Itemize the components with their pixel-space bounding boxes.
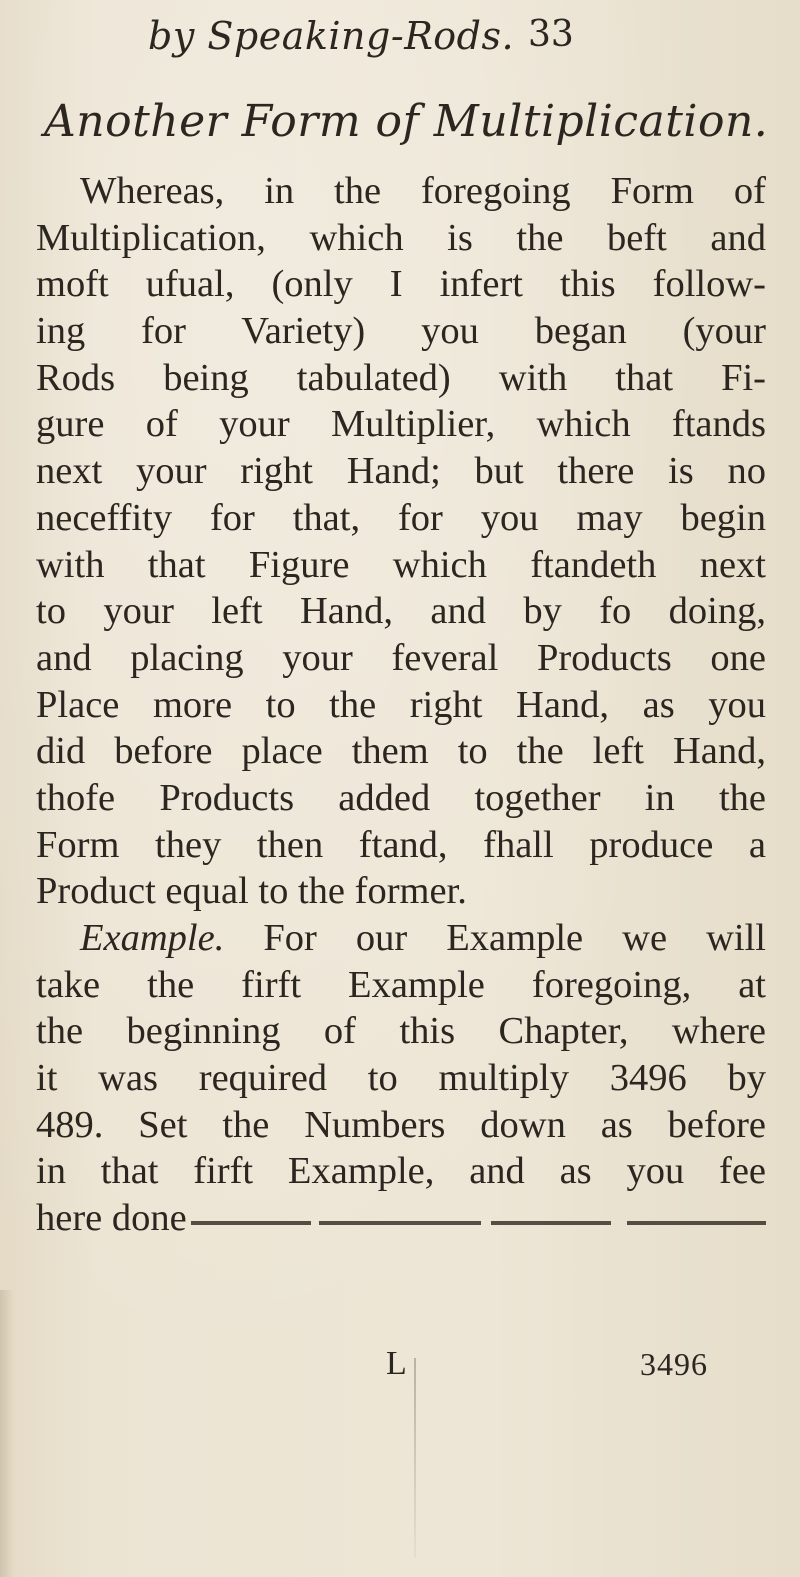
text-line: ing for Variety) you began (your bbox=[36, 310, 766, 353]
text-line: Form they then ftand, fhall produce a bbox=[36, 823, 766, 866]
text-line-last bbox=[36, 1195, 766, 1242]
text-line: the beginning of this Chapter, where bbox=[36, 1010, 766, 1053]
section-heading: Another Form of Multiplication. bbox=[44, 96, 769, 147]
text-line: Rods being tabulated) with that Fi- bbox=[36, 356, 766, 399]
text-line: gure of your Multiplier, which ftands bbox=[36, 403, 766, 446]
text-line: to your left Hand, and by fo doing, bbox=[36, 590, 766, 633]
text-line: take the firft Example foregoing, at bbox=[36, 963, 766, 1006]
text-line: 489. Set the Numbers down as before bbox=[36, 1103, 766, 1146]
text-line: with that Figure which ftandeth next bbox=[36, 543, 766, 586]
text-line: moft ufual, (only I infert this follow- bbox=[36, 263, 766, 306]
body-text bbox=[36, 168, 766, 1242]
text-line: Place more to the right Hand, as you bbox=[36, 683, 766, 726]
page-number: 33 bbox=[528, 14, 574, 55]
running-head bbox=[0, 8, 800, 68]
last-line-text: here done bbox=[36, 1197, 187, 1240]
column-rule bbox=[414, 1358, 416, 1558]
rod-table-label: L bbox=[386, 1345, 407, 1382]
text-line: thofe Products added together in the bbox=[36, 776, 766, 819]
rod-table-number: 3496 bbox=[640, 1346, 708, 1382]
running-title: by Speaking-Rods. bbox=[148, 14, 515, 58]
example-first-line-text: For our Example we will bbox=[263, 917, 766, 959]
page-gutter-shadow bbox=[0, 1290, 14, 1577]
text-line: did before place them to the left Hand, bbox=[36, 730, 766, 773]
dash-rule bbox=[191, 1221, 766, 1225]
example-label: Example. bbox=[80, 917, 225, 959]
text-line: Product equal to the former. bbox=[36, 870, 467, 913]
text-line: Multiplication, which is the beft and bbox=[36, 216, 766, 259]
text-line: neceffity for that, for you may begin bbox=[36, 496, 766, 539]
text-line: and placing your feveral Products one bbox=[36, 636, 766, 679]
text-line: it was required to multiply 3496 by bbox=[36, 1057, 766, 1100]
example-first-line bbox=[36, 915, 766, 962]
text-line: next your right Hand; but there is no bbox=[36, 450, 766, 493]
text-line: in that firft Example, and as you fee bbox=[36, 1150, 766, 1193]
text-line: Whereas, in the foregoing Form of bbox=[80, 170, 766, 212]
